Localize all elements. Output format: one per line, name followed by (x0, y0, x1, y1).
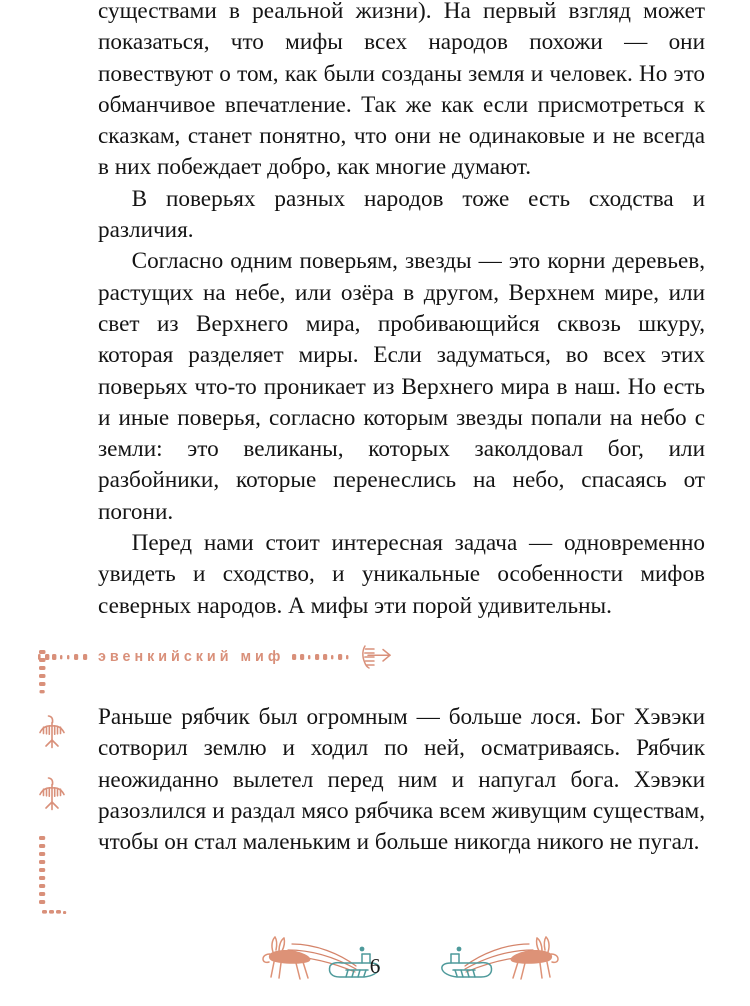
main-text-column (98, 0, 705, 622)
paragraph-continued: существами в реальной жизни). На первый взгляд может показаться, что мифы всех народов похожи — они повествуют о том, как были созданы земля и человек. Но это обманчивое впечатление. Так же как если присмотреться к сказкам, станет понятно, что они не одинаковые и не всегда в них побеждает добро, как многие думают. (98, 0, 705, 181)
dotted-dash-line-icon (290, 647, 356, 667)
margin-ornament-rail (26, 648, 80, 923)
dotted-vertical-line-icon (39, 836, 66, 914)
myth-heading-label: эвенкийский миф (98, 648, 285, 665)
myth-paragraph: Раньше рябчик был огромным — больше лося. Бог Хэвэки сотворил землю и ходил по ней, осматриваясь. Рябчик неожиданно вылетел перед ним и напугал бога. Хэвэки разозлился и раздал мясо рябчика всем живущим существам, чтобы он стал маленьким и больше никогда никого не пугал. (98, 704, 705, 856)
paragraph: Перед нами стоит интересная задача — одновременно увидеть и сходство, и уникальные особенности мифов северных народов. А мифы эти порой удивительны. (98, 530, 705, 619)
myth-section-heading (36, 640, 456, 674)
bird-petroglyph-icon (40, 778, 64, 810)
paragraph: В поверьях разных народов тоже есть сходства и различия. (98, 185, 705, 244)
paragraph: Согласно одним поверьям, звезды — это корни деревьев, растущих на небе, или озёра в другом, Верхнем мире, или свет из Верхнего мира, пробивающийся сквозь шкуру, которая разделяет миры. Если задуматься, во всех этих поверьях что-то проникает из Верхнего мира в наш. Но есть и иные поверья, согласно которым звезды попали на небо с земли: это великаны, которых заколдовал бог, или разбойники, которые перенеслись на небо, спасаясь от погони. (98, 248, 705, 525)
page-number: 6 (369, 954, 381, 978)
margin-ornament-group (26, 648, 80, 923)
myth-body-text (98, 702, 705, 858)
page-footer (0, 930, 750, 1006)
bird-petroglyph-icon (358, 642, 394, 672)
dotted-vertical-line-icon (39, 650, 46, 693)
bird-petroglyph-icon (40, 716, 64, 748)
